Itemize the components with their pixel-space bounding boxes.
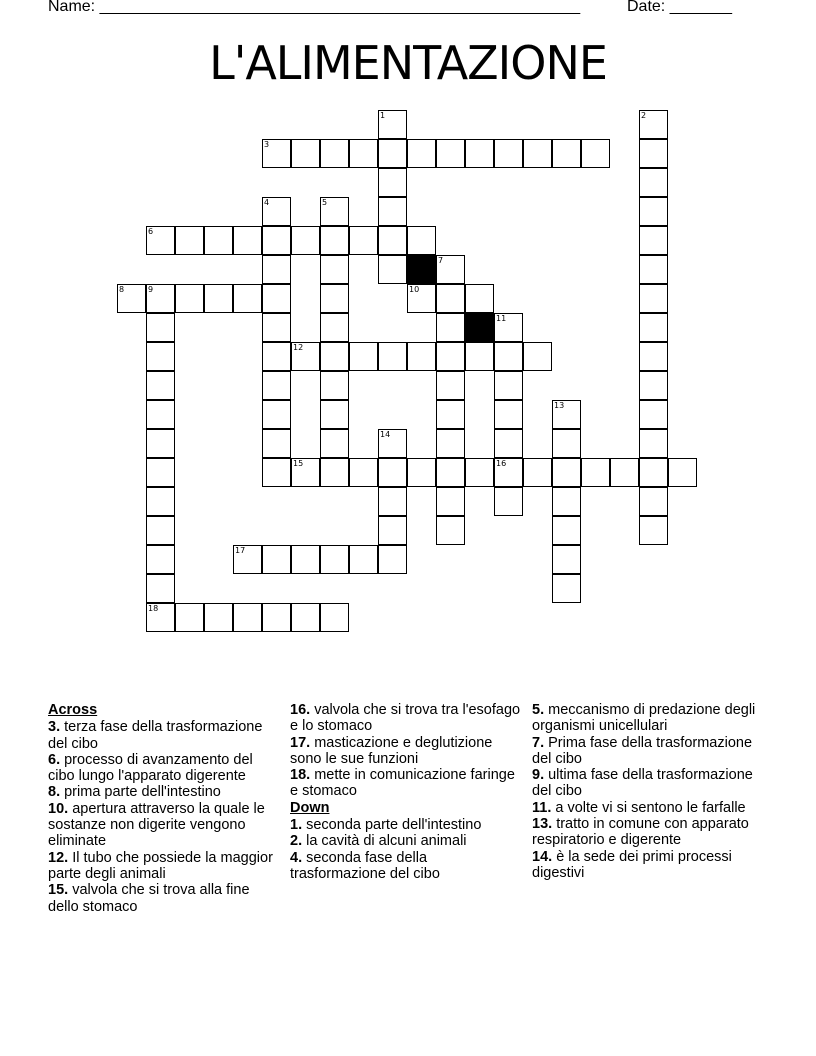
- grid-cell[interactable]: [407, 139, 436, 168]
- clue-number: 14: [380, 430, 391, 439]
- grid-cell[interactable]: [436, 429, 465, 458]
- grid-cell[interactable]: [349, 545, 378, 574]
- clue-item: [48, 752, 280, 785]
- clue-item-text: terza fase della trasformazione del cibo: [48, 719, 263, 752]
- grid-cell[interactable]: [320, 139, 349, 168]
- grid-cell[interactable]: [146, 313, 175, 342]
- grid-cell[interactable]: [581, 458, 610, 487]
- clue-number: 3: [264, 140, 270, 149]
- grid-cell[interactable]: [639, 516, 668, 545]
- grid-cell[interactable]: [378, 516, 407, 545]
- grid-cell[interactable]: [494, 400, 523, 429]
- grid-cell[interactable]: [204, 603, 233, 632]
- clue-item: [290, 833, 522, 849]
- grid-cell[interactable]: [262, 139, 291, 168]
- clue-item: [532, 800, 764, 816]
- grid-cell[interactable]: [262, 458, 291, 487]
- grid-cell[interactable]: [378, 139, 407, 168]
- clue-number: 13: [554, 401, 565, 410]
- clue-number: 17: [235, 546, 246, 555]
- clue-item-text: apertura attraverso la quale le sostanze non digerite vengono eliminate: [48, 800, 265, 850]
- clue-column-3: [532, 702, 764, 881]
- grid-cell[interactable]: [320, 545, 349, 574]
- grid-cell[interactable]: [639, 429, 668, 458]
- grid-cell[interactable]: [668, 458, 697, 487]
- grid-cell[interactable]: [146, 429, 175, 458]
- clue-number: 10: [409, 285, 420, 294]
- clue-number: 15: [293, 459, 304, 468]
- clue-item: [48, 850, 280, 883]
- clue-number: 7: [438, 256, 444, 265]
- grid-cell[interactable]: [552, 429, 581, 458]
- grid-cell[interactable]: [436, 516, 465, 545]
- grid-cell[interactable]: [146, 516, 175, 545]
- grid-cell[interactable]: [436, 371, 465, 400]
- clue-item-text: Il tubo che possiede la maggior parte degli animali: [48, 849, 273, 882]
- grid-cell[interactable]: [262, 284, 291, 313]
- grid-cell[interactable]: [378, 545, 407, 574]
- clue-item-text: Prima fase della trasformazione del cibo: [532, 734, 753, 767]
- grid-cell[interactable]: [639, 110, 668, 139]
- grid-cell[interactable]: [349, 458, 378, 487]
- grid-cell[interactable]: [320, 458, 349, 487]
- grid-cell[interactable]: [233, 545, 262, 574]
- clue-item-number: 8.: [48, 784, 61, 801]
- clue-item-number: 14.: [532, 848, 553, 865]
- grid-cell[interactable]: [320, 603, 349, 632]
- date-field-label: Date: _______: [627, 0, 732, 15]
- clue-item-text: mette in comunicazione faringe e stomaco: [290, 767, 515, 800]
- clue-item: [48, 719, 280, 752]
- grid-cell[interactable]: [320, 255, 349, 284]
- clue-item: [290, 767, 522, 800]
- clue-item: [48, 882, 280, 915]
- grid-cell[interactable]: [639, 226, 668, 255]
- grid-cell[interactable]: [494, 342, 523, 371]
- grid-cell[interactable]: [146, 226, 175, 255]
- clue-item-number: 7.: [532, 734, 545, 751]
- grid-cell[interactable]: [146, 371, 175, 400]
- clue-number: 16: [496, 459, 507, 468]
- grid-cell[interactable]: [291, 545, 320, 574]
- grid-cell[interactable]: [639, 313, 668, 342]
- grid-cell[interactable]: [262, 545, 291, 574]
- grid-cell[interactable]: [639, 400, 668, 429]
- grid-cell[interactable]: [552, 545, 581, 574]
- grid-cell[interactable]: [581, 139, 610, 168]
- clue-number: 2: [641, 111, 647, 120]
- grid-cell[interactable]: [349, 139, 378, 168]
- grid-cell[interactable]: [320, 197, 349, 226]
- grid-cell[interactable]: [407, 342, 436, 371]
- grid-cell[interactable]: [320, 313, 349, 342]
- grid-cell[interactable]: [262, 313, 291, 342]
- grid-cell[interactable]: [639, 371, 668, 400]
- down-heading: Down: [290, 799, 330, 816]
- grid-cell[interactable]: [639, 284, 668, 313]
- clue-item-text: ultima fase della trasformazione del cibo: [532, 767, 753, 800]
- grid-cell[interactable]: [262, 603, 291, 632]
- grid-cell[interactable]: [320, 284, 349, 313]
- grid-cell[interactable]: [320, 429, 349, 458]
- grid-cell[interactable]: [378, 197, 407, 226]
- grid-cell[interactable]: [175, 603, 204, 632]
- grid-cell[interactable]: [233, 603, 262, 632]
- grid-cell[interactable]: [146, 574, 175, 603]
- clue-item: [532, 849, 764, 882]
- grid-cell[interactable]: [552, 139, 581, 168]
- grid-cell[interactable]: [494, 429, 523, 458]
- grid-cell[interactable]: [552, 487, 581, 516]
- grid-cell[interactable]: [204, 284, 233, 313]
- clue-number: 9: [148, 285, 154, 294]
- clue-number: 18: [148, 604, 159, 613]
- clue-number: 8: [119, 285, 125, 294]
- grid-cell[interactable]: [552, 400, 581, 429]
- clue-item-text: a volte vi si sentono le farfalle: [551, 799, 746, 816]
- clue-item-text: meccanismo di predazione degli organismi unicellulari: [532, 702, 756, 735]
- grid-cell[interactable]: [291, 603, 320, 632]
- clue-item: [532, 767, 764, 800]
- clue-item: [532, 735, 764, 768]
- clue-column-2: [290, 702, 522, 882]
- grid-cell[interactable]: [378, 226, 407, 255]
- grid-cell[interactable]: [465, 458, 494, 487]
- clue-item: [290, 817, 522, 833]
- grid-cell[interactable]: [320, 342, 349, 371]
- grid-cell[interactable]: [233, 284, 262, 313]
- grid-cell[interactable]: [465, 342, 494, 371]
- grid-cell[interactable]: [175, 284, 204, 313]
- clue-item-number: 5.: [532, 702, 545, 718]
- clue-item-text: è la sede dei primi processi digestivi: [532, 848, 732, 881]
- black-cell: [407, 255, 436, 284]
- grid-cell[interactable]: [233, 226, 262, 255]
- grid-cell[interactable]: [639, 458, 668, 487]
- grid-cell[interactable]: [146, 545, 175, 574]
- grid-cell[interactable]: [552, 516, 581, 545]
- grid-cell[interactable]: [436, 313, 465, 342]
- grid-cell[interactable]: [291, 139, 320, 168]
- grid-cell[interactable]: [291, 226, 320, 255]
- grid-cell[interactable]: [378, 342, 407, 371]
- clue-number: 11: [496, 314, 507, 323]
- grid-cell[interactable]: [320, 371, 349, 400]
- grid-cell[interactable]: [465, 139, 494, 168]
- name-field-label: Name: ______________________________________________________: [48, 0, 581, 15]
- grid-cell[interactable]: [349, 226, 378, 255]
- clue-item-text: la cavità di alcuni animali: [302, 833, 467, 850]
- page-title: L'ALIMENTAZIONE: [209, 36, 607, 90]
- clue-item-number: 10.: [48, 800, 69, 817]
- grid-cell[interactable]: [465, 284, 494, 313]
- clue-column-1: [48, 702, 280, 915]
- clue-item: [290, 702, 522, 735]
- grid-cell[interactable]: [436, 342, 465, 371]
- grid-cell[interactable]: [146, 342, 175, 371]
- clue-number: 4: [264, 198, 270, 207]
- grid-cell[interactable]: [262, 429, 291, 458]
- grid-cell[interactable]: [262, 342, 291, 371]
- grid-cell[interactable]: [494, 487, 523, 516]
- grid-cell[interactable]: [320, 400, 349, 429]
- grid-cell[interactable]: [494, 313, 523, 342]
- grid-cell[interactable]: [494, 371, 523, 400]
- grid-cell[interactable]: [436, 284, 465, 313]
- clue-item-text: processo di avanzamento del cibo lungo l'apparato digerente: [48, 751, 253, 785]
- grid-cell[interactable]: [523, 139, 552, 168]
- clue-item-number: 2.: [290, 833, 303, 850]
- grid-cell[interactable]: [146, 487, 175, 516]
- clue-item-number: 18.: [290, 767, 311, 784]
- grid-cell[interactable]: [436, 458, 465, 487]
- clue-item-number: 1.: [290, 817, 303, 834]
- grid-cell[interactable]: [262, 255, 291, 284]
- clue-item-number: 11.: [532, 799, 552, 816]
- clue-item-number: 4.: [290, 849, 303, 866]
- grid-cell[interactable]: [436, 139, 465, 168]
- grid-cell[interactable]: [407, 458, 436, 487]
- grid-cell[interactable]: [204, 226, 233, 255]
- clue-item-text: seconda fase della trasformazione del cibo: [290, 849, 440, 882]
- grid-cell[interactable]: [639, 168, 668, 197]
- grid-cell[interactable]: [552, 574, 581, 603]
- grid-cell[interactable]: [494, 458, 523, 487]
- clue-item-text: tratto in comune con apparato respiratorio e digerente: [532, 816, 749, 849]
- clue-item: [290, 735, 522, 768]
- grid-cell[interactable]: [262, 197, 291, 226]
- clue-item-number: 3.: [48, 719, 61, 736]
- clue-item-number: 16.: [290, 702, 311, 718]
- grid-cell[interactable]: [262, 371, 291, 400]
- grid-cell[interactable]: [639, 255, 668, 284]
- grid-cell[interactable]: [378, 429, 407, 458]
- grid-cell[interactable]: [146, 603, 175, 632]
- clue-item-number: 6.: [48, 751, 61, 768]
- grid-cell[interactable]: [378, 458, 407, 487]
- grid-cell[interactable]: [436, 400, 465, 429]
- grid-cell[interactable]: [146, 284, 175, 313]
- clue-item-text: masticazione e deglutizione sono le sue funzioni: [290, 734, 493, 767]
- grid-cell[interactable]: [436, 255, 465, 284]
- grid-cell[interactable]: [639, 197, 668, 226]
- clue-number: 1: [380, 111, 386, 120]
- grid-cell[interactable]: [146, 458, 175, 487]
- grid-cell[interactable]: [610, 458, 639, 487]
- clue-number: 6: [148, 227, 154, 236]
- grid-cell[interactable]: [175, 226, 204, 255]
- grid-cell[interactable]: [117, 284, 146, 313]
- clue-item: [48, 784, 280, 800]
- clue-item-number: 9.: [532, 767, 545, 784]
- grid-cell[interactable]: [378, 168, 407, 197]
- clue-item-number: 15.: [48, 882, 69, 899]
- grid-cell[interactable]: [378, 255, 407, 284]
- clue-item-number: 12.: [48, 849, 69, 866]
- grid-cell[interactable]: [407, 284, 436, 313]
- clue-item: [290, 850, 522, 883]
- grid-cell[interactable]: [146, 400, 175, 429]
- clue-number: 12: [293, 343, 304, 352]
- grid-cell[interactable]: [262, 226, 291, 255]
- clue-item: [532, 816, 764, 849]
- grid-cell[interactable]: [436, 487, 465, 516]
- clue-item-number: 13.: [532, 816, 553, 833]
- clue-item: [48, 801, 280, 850]
- clue-item-text: valvola che si trova alla fine dello stomaco: [48, 882, 250, 915]
- clue-item-text: seconda parte dell'intestino: [302, 817, 482, 834]
- clue-item-text: prima parte dell'intestino: [60, 784, 221, 801]
- grid-cell[interactable]: [639, 139, 668, 168]
- grid-cell[interactable]: [523, 458, 552, 487]
- grid-cell[interactable]: [639, 342, 668, 371]
- clue-number: 5: [322, 198, 328, 207]
- black-cell: [465, 313, 494, 342]
- grid-cell[interactable]: [407, 226, 436, 255]
- grid-cell[interactable]: [552, 458, 581, 487]
- grid-cell[interactable]: [291, 342, 320, 371]
- grid-cell[interactable]: [349, 342, 378, 371]
- across-heading: Across: [48, 702, 98, 718]
- clue-item: [532, 702, 764, 735]
- grid-cell[interactable]: [378, 110, 407, 139]
- grid-cell[interactable]: [378, 487, 407, 516]
- grid-cell[interactable]: [494, 139, 523, 168]
- clue-item-number: 17.: [290, 734, 311, 751]
- grid-cell[interactable]: [320, 226, 349, 255]
- grid-cell[interactable]: [291, 458, 320, 487]
- grid-cell[interactable]: [262, 400, 291, 429]
- grid-cell[interactable]: [639, 487, 668, 516]
- grid-cell[interactable]: [523, 342, 552, 371]
- clue-item-text: valvola che si trova tra l'esofago e lo stomaco: [290, 702, 521, 735]
